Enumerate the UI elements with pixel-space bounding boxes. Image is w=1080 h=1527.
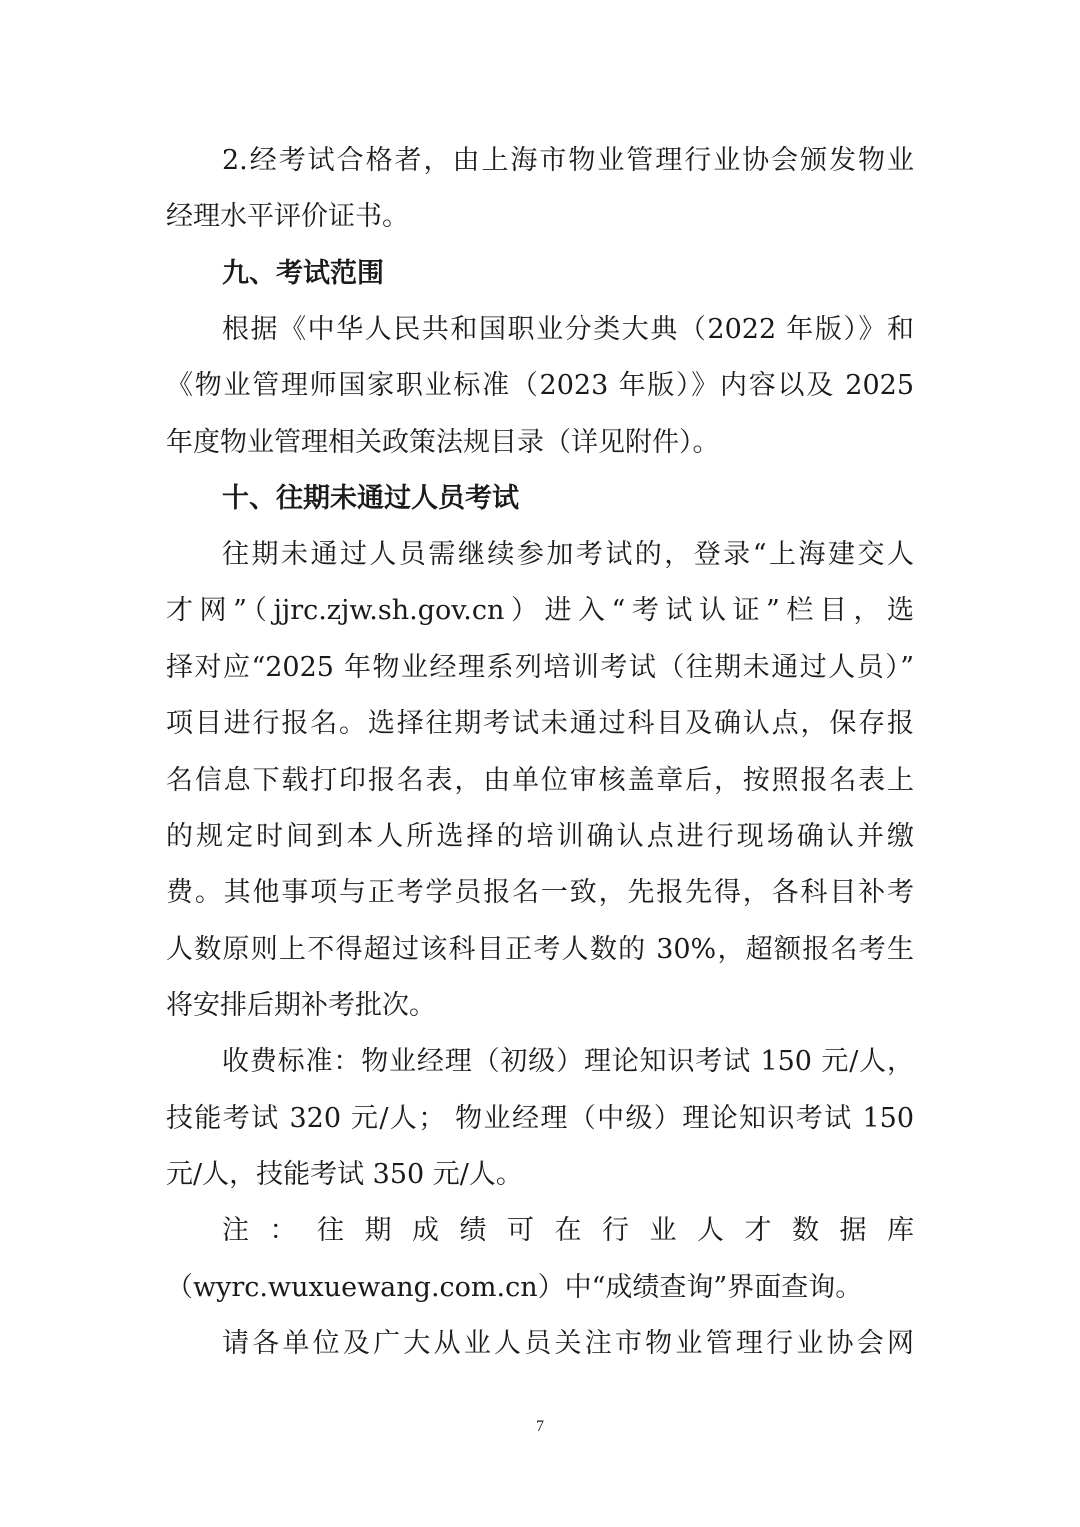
fee-line-3: 元/人，技能考试 350 元/人。 <box>166 1159 523 1190</box>
section-10-para-line-9: 将安排后期补考批次。 <box>166 990 436 1021</box>
section-10-para-line-1: 往期未通过人员需继续参加考试的，登录“上海建交人 <box>222 539 914 570</box>
section-10-para-line-7: 费。其他事项与正考学员报名一致，先报先得，各科目补考 <box>166 877 914 908</box>
section-10-para-line-8: 人数原则上不得超过该科目正考人数的 30%，超额报名考生 <box>166 934 914 965</box>
section-10-para-line-3: 择对应“2025 年物业经理系列培训考试（往期未通过人员）” <box>166 652 914 683</box>
fee-line-2: 技能考试 320 元/人； 物业经理（中级）理论知识考试 150 <box>166 1103 914 1134</box>
section-9-line-3: 年度物业管理相关政策法规目录（详见附件）。 <box>166 427 720 458</box>
section-9-heading: 九、考试范围 <box>222 258 384 289</box>
section-9-line-2: 《物业管理师国家职业标准（2023 年版）》内容以及 2025 <box>166 370 914 401</box>
section-9-line-1: 根据《中华人民共和国职业分类大典（2022 年版）》和 <box>222 314 914 345</box>
section-10-heading: 十、往期未通过人员考试 <box>222 483 519 514</box>
section-10-para-line-2: 才网”（jjrc.zjw.sh.gov.cn）进入“考试认证”栏目，选 <box>166 595 914 626</box>
item-2-line-2: 经理水平评价证书。 <box>166 201 409 232</box>
section-10-para-line-6: 的规定时间到本人所选择的培训确认点进行现场确认并缴 <box>166 821 914 852</box>
section-10-para-line-5: 名信息下载打印报名表，由单位审核盖章后，按照报名表上 <box>166 765 914 796</box>
item-2-line-1: 2.经考试合格者，由上海市物业管理行业协会颁发物业 <box>222 145 914 176</box>
note-line-1: 注：往期成绩可在行业人才数据库 <box>222 1215 914 1246</box>
note-line-2: （wyrc.wuxuewang.com.cn）中“成绩查询”界面查询。 <box>166 1272 863 1303</box>
section-10-para-line-4: 项目进行报名。选择往期考试未通过科目及确认点，保存报 <box>166 708 914 739</box>
fee-line-1: 收费标准：物业经理（初级）理论知识考试 150 元/人， <box>222 1046 914 1077</box>
closing-line: 请各单位及广大从业人员关注市物业管理行业协会网 <box>222 1328 914 1359</box>
page-number: 7 <box>536 1418 544 1435</box>
